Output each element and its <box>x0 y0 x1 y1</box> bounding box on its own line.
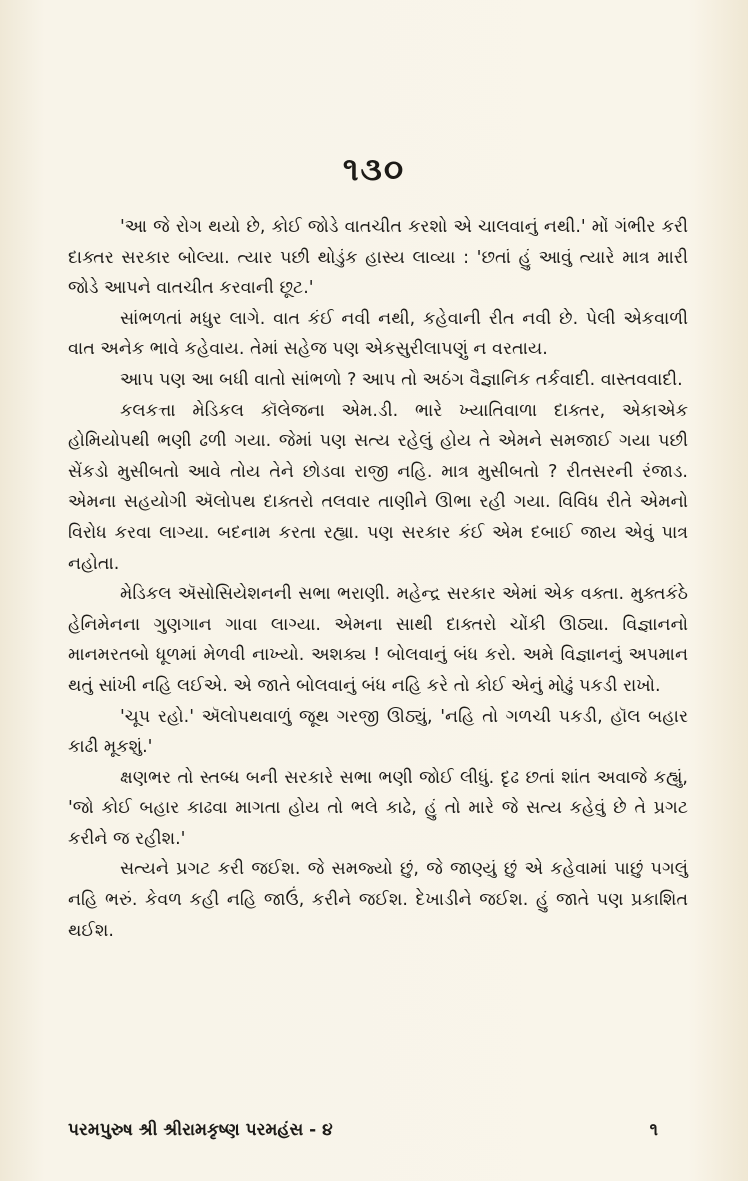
paragraph-6: 'ચૂપ રહો.' ઍલોપથવાળું જૂથ ગરજી ઊઠ્યું, 'નહિ તો ગળચી પકડી, હૉલ બહાર કાઢી મૂકશું.' <box>68 706 688 758</box>
paragraph-8: સત્યને પ્રગટ કરી જઈશ. જે સમજ્યો છું, જે જાણ્યું છું એ કહેવામાં પાછું પગલું નહિ ભરું. કેવળ કહી નહિ જાઉં, કરીને જઈશ. દેખાડીને જઈશ. હું જાતે પણ પ્રકાશિત થઈશ. <box>68 859 688 941</box>
paragraph-4: કલકત્તા મેડિકલ કૉલેજના એમ.ડી. ભારે ખ્યાતિવાળા દાક્તર, એકાએક હોમિયોપથી ભણી ઢળી ગયા. જેમાં પણ સત્ય રહેલું હોય તે એમને સમજાઈ ગયા પછી સેંકડો મુસીબતો આવે તોય તેને છોડવા રાજી નહિ. માત્ર મુસીબતો ? રીતસરની રંજાડ. એમના સહયોગી ઍલોપથ દાક્તરો તલવાર તાણીને ઊભા રહી ગયા. વિવિધ રીતે એમનો વિરોધ કરવા લાગ્યા. બદનામ કરતા રહ્યા. પણ સરકાર કંઈ એમ દબાઈ જાય એવું પાત્ર નહોતા. <box>68 400 688 574</box>
series-title: પરમપુરુષ શ્રી શ્રીરામકૃષ્ણ પરમહંસ - ૪ <box>68 1120 333 1140</box>
body-text <box>68 212 688 946</box>
page-footer <box>68 1120 688 1150</box>
page-number: ૧ <box>649 1120 658 1140</box>
paragraph-1: 'આ જે રોગ થયો છે, કોઈ જોડે વાતચીત કરશો એ ચાલવાનું નથી.' મોં ગંભીર કરી દાક્તર સરકાર બોલ્યા. ત્યાર પછી થોડુંક હાસ્ય લાવ્યા : 'છતાં હું આવું ત્યારે માત્ર મારી જોડે આપને વાતચીત કરવાની છૂટ.' <box>68 217 688 299</box>
paragraph-5: મેડિકલ ઍસોસિયેશનની સભા ભરાણી. મહેન્દ્ર સરકાર એમાં એક વક્તા. મુક્તકંઠે હેનિમેનના ગુણગાન ગાવા લાગ્યા. એમના સાથી દાક્તરો ચોંકી ઊઠ્યા. વિજ્ઞાનનો માનમરતબો ધૂળમાં મેળવી નાખ્યો. અશક્ય ! બોલવાનું બંધ કરો. અમે વિજ્ઞાનનું અપમાન થતું સાંખી નહિ લઈએ. એ જાતે બોલવાનું બંધ નહિ કરે તો કોઈ એનું મોઢું પકડી રાખો. <box>68 584 688 696</box>
paragraph-7: ક્ષણભર તો સ્તબ્ધ બની સરકારે સભા ભણી જોઈ લીધું. દૃઢ છતાં શાંત અવાજે કહ્યું, 'જો કોઈ બહાર કાઢવા માગતા હોય તો ભલે કાઢે, હું તો મારે જે સત્ય કહેવું છે તે પ્રગટ કરીને જ રહીશ.' <box>68 767 688 849</box>
paragraph-2: સાંભળતાં મધુર લાગે. વાત કંઈ નવી નથી, કહેવાની રીત નવી છે. પેલી એકવાળી વાત અનેક ભાવે કહેવાય. તેમાં સહેજ પણ એકસુરીલાપણું ન વરતાય. <box>68 308 688 360</box>
paragraph-3: આપ પણ આ બધી વાતો સાંભળો ? આપ તો અઠંગ વૈજ્ઞાનિક તર્કવાદી. વાસ્તવવાદી. <box>120 369 683 390</box>
chapter-number: ૧૩૦ <box>342 150 406 188</box>
